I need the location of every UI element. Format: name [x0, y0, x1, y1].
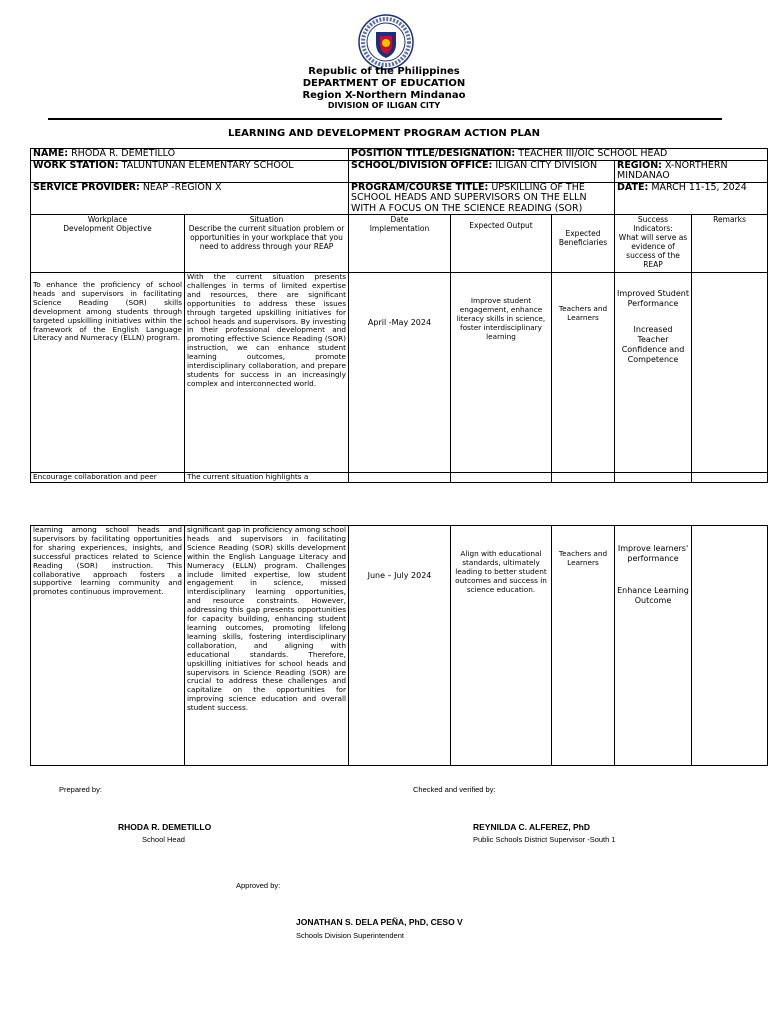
row2-remarks: [692, 526, 768, 766]
header-division: DIVISION OF ILIGAN CITY: [327, 101, 441, 110]
approved-by-title: Schools Division Superintendent: [296, 931, 404, 940]
provider-value: NEAP -REGION X: [142, 182, 222, 193]
row2-indicators: [615, 526, 692, 766]
prepared-by-title: School Head: [142, 835, 185, 844]
action-plan-table-page1: [30, 148, 768, 483]
workstation-cell: WORK STATION: TALUNTUNAN ELEMENTARY SCHOOL: [31, 160, 349, 182]
name-cell: NAME: RHODA R. DEMETILLO: [31, 149, 349, 161]
row2-indicator-2: Enhance Learning Outcome: [617, 586, 689, 605]
document-title: LEARNING AND DEVELOPMENT PROGRAM ACTION PLAN: [227, 128, 541, 139]
action-plan-table-page2: [30, 525, 768, 766]
row2-indicator-1: Improve learners' performance: [617, 544, 689, 563]
workstation-value: TALUNTUNAN ELEMENTARY SCHOOL: [121, 160, 294, 171]
row2-situation: significant gap in proficiency among school heads and supervisors in facilitating Science Reading (SOR) skills development within the English Language Literacy and Numeracy (ELLN) program. Challenges include limited expertise, low student engagement in science, missed interdisciplinary learning opportunities, and resource constraints. However, addressing this gap presents opportunities for capacity building, enhancing student learning outcomes, promoting lifelong learning skills, fostering interdisciplinary collaboration, and aligning with educational standards. Therefore, upskilling initiatives for school heads and supervisors in Science Reading (SOR) are crucial to address these challenges and capitalize on the opportunities for improving science education and overall student success.: [185, 526, 349, 766]
program-value: UPSKILLING OF THE SCHOOL HEADS AND SUPERVISORS ON THE ELLN WITH A FOCUS ON THE SCIENCE READING (SOR): [351, 182, 587, 214]
row1-indicators: [615, 273, 692, 473]
office-cell: SCHOOL/DIVISION OFFICE: ILIGAN CITY DIVISION: [349, 160, 615, 182]
program-cell: PROGRAM/COURSE TITLE: UPSKILLING OF THE SCHOOL HEADS AND SUPERVISORS ON THE ELLN WITH A FOCUS ON THE SCIENCE READING (SOR): [349, 182, 615, 215]
checked-by-label: Checked and verified by:: [413, 785, 496, 794]
col-indicators-header: Success Indicators: What will serve as evidence of success of the REAP: [615, 215, 692, 273]
col-situation-header: Situation Describe the current situation problem or opportunities in your workplace that you need to address through your REAP: [185, 215, 349, 273]
prepared-by-name: RHODA R. DEMETILLO: [118, 822, 212, 832]
col-beneficiaries-header: Expected Beneficiaries: [552, 215, 615, 273]
prepared-by-label: Prepared by:: [59, 785, 102, 794]
date-value: MARCH 11-15, 2024: [651, 182, 747, 193]
date-cell: DATE: MARCH 11-15, 2024: [615, 182, 768, 215]
position-cell: POSITION TITLE/DESIGNATION: TEACHER III/OIC SCHOOL HEAD: [349, 149, 768, 161]
col-date-header: Date Implementation: [349, 215, 451, 273]
row2-beneficiaries: Teachers and Learners: [552, 526, 615, 766]
row2-objective: learning among school heads and supervisors by facilitating opportunities for sharing experiences, insights, and successful practices related to Science Reading (SOR) instruction. This collaborative approach fosters a supportive learning community and promotes continuous improvement.: [31, 526, 185, 766]
name-value: RHODA R. DEMETILLO: [71, 148, 176, 159]
region-value: X-NORTHERN MINDANAO: [617, 160, 728, 181]
table-row: [31, 473, 768, 483]
row1-remarks: [692, 273, 768, 473]
row1-indicator-2: Increased Teacher Confidence and Competence: [621, 325, 685, 364]
row1-output: Improve student engagement, enhance literacy skills in science, foster interdisciplinary learning: [451, 273, 552, 473]
row2-date: June – July 2024: [349, 526, 451, 766]
table-row: [31, 273, 768, 473]
checked-by-name: REYNILDA C. ALFEREZ, PhD: [473, 822, 590, 832]
provider-cell: SERVICE PROVIDER: NEAP -REGION X: [31, 182, 349, 215]
row1-date: April -May 2024: [349, 273, 451, 473]
col-remarks-header: Remarks: [692, 215, 768, 273]
row2-output: Align with educational standards, ultimately leading to better student outcomes and success in science education.: [451, 526, 552, 766]
row2-situation-start: The current situation highlights a: [185, 473, 349, 483]
col-output-header: Expected Output: [451, 215, 552, 273]
row2-objective-start: Encourage collaboration and peer: [31, 473, 185, 483]
office-value: ILIGAN CITY DIVISION: [495, 160, 598, 171]
approved-by-label: Approved by:: [236, 881, 281, 890]
row1-beneficiaries: Teachers and Learners: [552, 273, 615, 473]
header-region: Region X-Northern Mindanao: [302, 90, 466, 101]
row1-indicator-1: Improved Student Performance: [617, 289, 690, 308]
region-cell: REGION: X-NORTHERN MINDANAO: [615, 160, 768, 182]
col-objective-header: Workplace Development Objective: [31, 215, 185, 273]
header-republic: Republic of the Philippines: [308, 66, 460, 77]
approved-by-name: JONATHAN S. DELA PEÑA, PhD, CESO V: [296, 917, 463, 927]
row1-objective: To enhance the proficiency of school heads and supervisors in facilitating Science Reading (SOR) skills development among students through targeted upskilling initiatives within the framework of the English Language Literacy and Numeracy (ELLN) program.: [31, 273, 185, 473]
checked-by-title: Public Schools District Supervisor -South 1: [473, 835, 616, 844]
position-value: TEACHER III/OIC SCHOOL HEAD: [518, 148, 668, 159]
table-row: [31, 526, 768, 766]
deped-seal: [358, 14, 414, 70]
row1-situation: With the current situation presents challenges in terms of limited expertise and resources, there are significant opportunities to address these issues through targeted upskilling initiatives for school heads and supervisors. By investing in their professional development and promoting effective Science Reading (SOR) instruction, we can enhance student learning outcomes, promote interdisciplinary collaboration, and prepare students for success in an increasingly complex and interconnected world.: [185, 273, 349, 473]
header-rule: [48, 118, 722, 120]
header-department: DEPARTMENT OF EDUCATION: [302, 78, 466, 89]
